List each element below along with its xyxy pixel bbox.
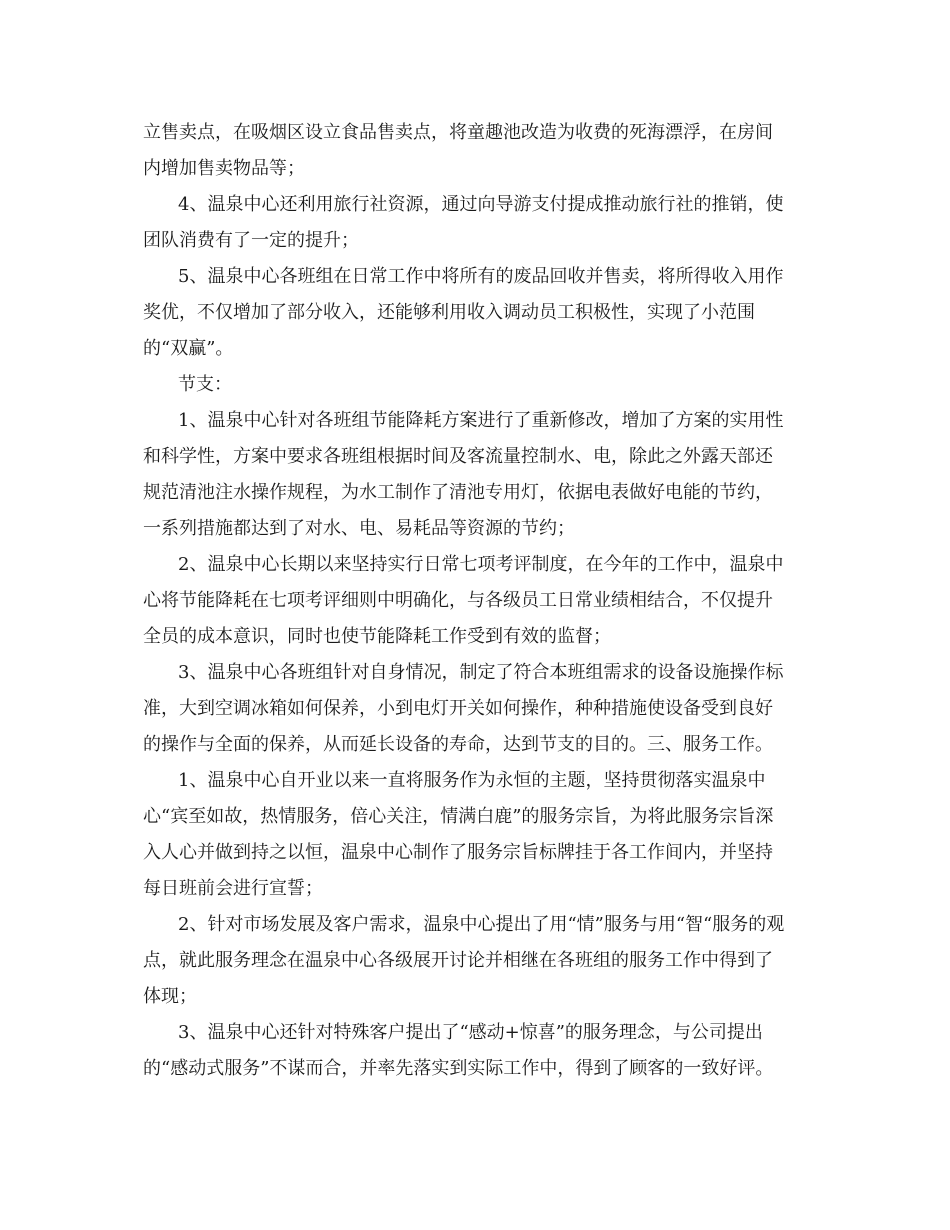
text-line-10: 和科学性，方案中要求各班组根据时间及客流量控制水、电，除此之外露天部还 bbox=[143, 446, 773, 467]
section-heading-jiezhi: 节支： bbox=[178, 374, 232, 395]
text-line-23: 2、针对市场发展及客户需求，温泉中心提出了用“情”服务与用“智“服务的观 bbox=[178, 914, 785, 935]
text-line-7: 的“双赢”。 bbox=[143, 338, 234, 359]
text-line-24: 点，就此服务理念在温泉中心各级展开讨论并相继在各班组的服务工作中得到了 bbox=[143, 950, 773, 971]
text-line-25: 体现； bbox=[143, 986, 197, 1007]
text-line-3: 4、温泉中心还利用旅行社资源，通过向导游支付提成推动旅行社的推销，使 bbox=[178, 194, 784, 215]
text-line-21: 入人心并做到持之以恒，温泉中心制作了服务宗旨标牌挂于各工作间内，并坚持 bbox=[143, 842, 773, 863]
text-line-13: 2、温泉中心长期以来坚持实行日常七项考评制度，在今年的工作中，温泉中 bbox=[178, 554, 784, 575]
text-line-18: 的操作与全面的保养，从而延长设备的寿命，达到节支的目的。三、服务工作。 bbox=[143, 734, 773, 755]
text-line-1: 立售卖点，在吸烟区设立食品售卖点，将童趣池改造为收费的死海漂浮，在房间 bbox=[143, 122, 773, 143]
text-line-2: 内增加售卖物品等； bbox=[143, 158, 305, 179]
text-line-6: 奖优，不仅增加了部分收入，还能够利用收入调动员工积极性，实现了小范围 bbox=[143, 302, 755, 323]
text-line-27: 的“感动式服务”不谋而合，并率先落实到实际工作中，得到了顾客的一致好评。 bbox=[143, 1058, 774, 1079]
text-line-16: 3、温泉中心各班组针对自身情况，制定了符合本班组需求的设备设施操作标 bbox=[178, 662, 784, 683]
text-line-14: 心将节能降耗在七项考评细则中明确化，与各级员工日常业绩相结合，不仅提升 bbox=[143, 590, 773, 611]
text-line-17: 准，大到空调冰箱如何保养，小到电灯开关如何操作，种种措施使设备受到良好 bbox=[143, 698, 773, 719]
text-line-5: 5、温泉中心各班组在日常工作中将所有的废品回收并售卖，将所得收入用作 bbox=[178, 266, 784, 287]
text-line-15: 全员的成本意识，同时也使节能降耗工作受到有效的监督； bbox=[143, 626, 611, 647]
text-line-20: 心“宾至如故，热情服务，倍心关注，情满白鹿”的服务宗旨，为将此服务宗旨深 bbox=[143, 806, 774, 827]
text-line-12: 一系列措施都达到了对水、电、易耗品等资源的节约； bbox=[143, 518, 575, 539]
text-line-26: 3、温泉中心还针对特殊客户提出了“感动+惊喜”的服务理念，与公司提出 bbox=[178, 1022, 763, 1043]
text-line-4: 团队消费有了一定的提升； bbox=[143, 230, 359, 251]
text-line-9: 1、温泉中心针对各班组节能降耗方案进行了重新修改，增加了方案的实用性 bbox=[178, 410, 784, 431]
text-line-11: 规范清池注水操作规程，为水工制作了清池专用灯，依据电表做好电能的节约， bbox=[143, 482, 773, 503]
text-line-19: 1、温泉中心自开业以来一直将服务作为永恒的主题，坚持贯彻落实温泉中 bbox=[178, 770, 766, 791]
text-line-22: 每日班前会进行宣誓； bbox=[143, 878, 323, 899]
